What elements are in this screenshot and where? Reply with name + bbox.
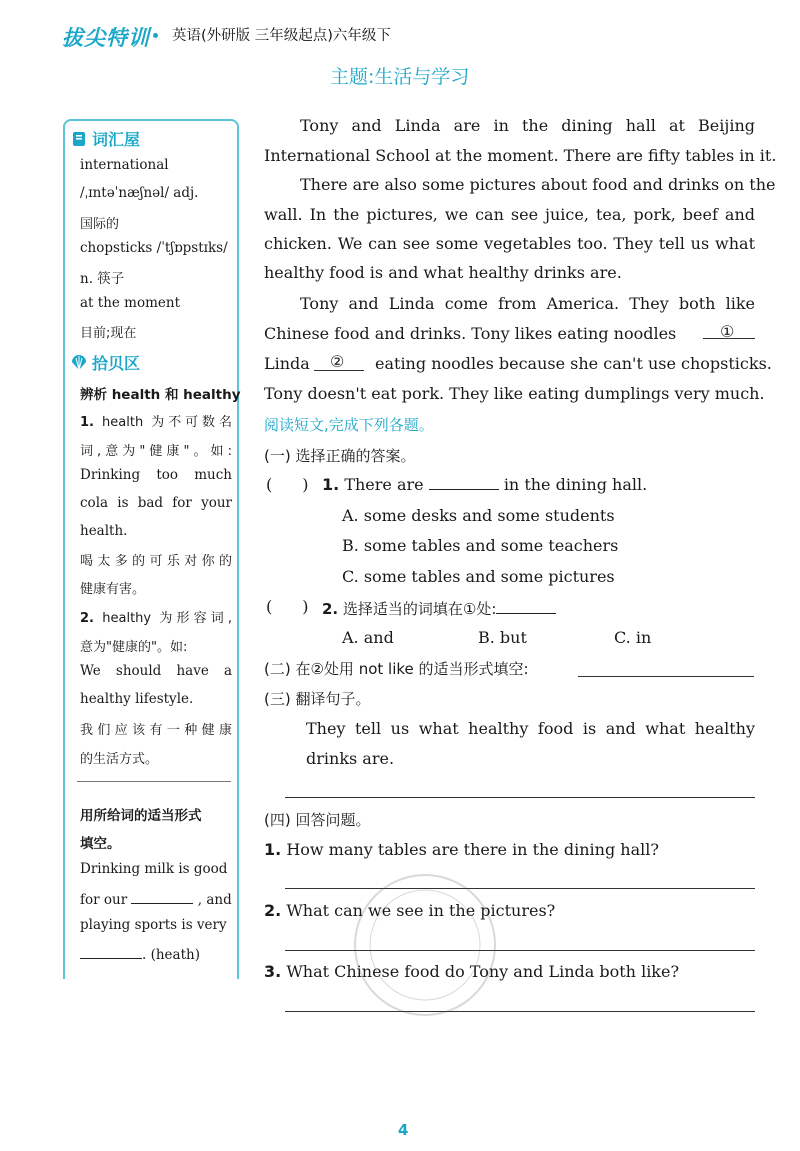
option: A. and (342, 628, 394, 647)
brand-logo: 拔尖特训 (62, 26, 150, 50)
question-number: 1. (322, 475, 340, 494)
vocab-phonetic: /ˌɪntəˈnæʃnəl/ adj. (80, 185, 199, 201)
exercise-line (80, 944, 200, 963)
book-title: 英语(外研版 三年级起点)六年级下 (172, 28, 391, 44)
passage-text: Linda (264, 354, 310, 373)
question-number: 1. (264, 840, 282, 859)
vocab-section-title (71, 127, 140, 150)
vocab-word: at the moment (80, 295, 181, 311)
exercise-blank[interactable] (131, 889, 193, 904)
part2-answer-line[interactable] (578, 676, 754, 677)
vocab-title-text: 词汇屋 (92, 130, 141, 149)
analysis-line: health. (80, 523, 128, 539)
analysis-line: 喝太多的可乐对你的 (80, 554, 232, 569)
sidebar-divider (77, 781, 231, 782)
analysis-text: healthy 为形容词, (102, 611, 232, 626)
vocab-meaning: 目前;现在 (80, 326, 137, 341)
page-number: 4 (398, 1121, 409, 1139)
analysis-line: 的生活方式。 (80, 752, 159, 767)
question-text: in the dining hall. (503, 475, 648, 494)
mark-two: ② (330, 352, 345, 371)
instruction: 阅读短文,完成下列各题。 (264, 416, 434, 434)
question-number: 3. (264, 962, 282, 981)
exercise-line: playing sports is very (80, 917, 227, 933)
vocab-word: chopsticks /ˈtʃɒpstɪks/ (80, 240, 228, 256)
analysis-line: cola is bad for your (80, 495, 232, 511)
analysis-text: health 为不可数名 (102, 415, 232, 430)
watermark-stamp (340, 860, 510, 1030)
analysis-number: 1. (80, 415, 94, 430)
exercise-title: 用所给词的适当形式 (80, 808, 202, 824)
question-text: What Chinese food do Tony and Linda both like? (286, 962, 680, 981)
part4-title: (四) 回答问题。 (264, 811, 371, 829)
header-dot (153, 33, 158, 38)
answer-bracket[interactable] (266, 597, 309, 616)
analysis-line: 健康有害。 (80, 582, 146, 597)
exercise-line: Drinking milk is good (80, 861, 228, 877)
question-text: There are (344, 475, 424, 494)
paren-open: ( (266, 597, 273, 616)
exercise-text: for our (80, 892, 128, 908)
question-number: 2. (264, 901, 282, 920)
passage-line: There are also some pictures about food and drinks on the (300, 175, 776, 194)
paren-open: ( (266, 475, 273, 494)
part3-title: (三) 翻译句子。 (264, 690, 371, 708)
analysis-line (80, 411, 232, 430)
passage-line: eating noodles because she can't use chopsticks. (375, 354, 772, 373)
vocab-word: international (80, 157, 169, 173)
analysis-line: 词,意为"健康"。如: (80, 444, 232, 459)
shell-section-title (71, 351, 140, 374)
exercise-line (80, 889, 232, 908)
question-number: 2. (322, 600, 339, 618)
analysis-line: healthy lifestyle. (80, 691, 194, 707)
option: A. some desks and some students (342, 506, 615, 525)
analysis-line: Drinking too much (80, 467, 232, 483)
question-2 (322, 598, 556, 619)
passage-line: Tony doesn't eat pork. They like eating dumplings very much. (264, 384, 765, 403)
shell-title-text: 拾贝区 (92, 354, 141, 373)
analysis-line: 我们应该有一种健康 (80, 723, 232, 738)
vocab-meaning: n. 筷子 (80, 271, 125, 287)
vocab-meaning: 国际的 (80, 217, 120, 232)
passage-line: Tony and Linda are in the dining hall at Beijing (300, 116, 755, 135)
passage-line: chicken. We can see some vegetables too. They tell us what (264, 234, 755, 253)
exercise-text: . (heath) (142, 947, 200, 963)
exercise-title: 填空。 (80, 836, 121, 852)
passage-line: Tony and Linda come from America. They both like (300, 294, 755, 313)
option: B. but (478, 628, 527, 647)
analysis-line: We should have a (80, 663, 232, 679)
answer-bracket[interactable] (266, 475, 309, 494)
translate-sentence: They tell us what healthy food is and what healthy (306, 719, 755, 738)
analysis-line: 意为"健康的"。如: (80, 640, 188, 655)
analysis-line (80, 607, 232, 626)
part2-title: (二) 在②处用 not like 的适当形式填空: (264, 660, 529, 678)
paren-close: ) (302, 597, 309, 616)
analysis-number: 2. (80, 611, 94, 626)
option: B. some tables and some teachers (342, 536, 619, 555)
question-1 (322, 475, 647, 494)
exercise-blank[interactable] (80, 944, 142, 959)
page-topic: 主题:生活与学习 (330, 66, 470, 88)
question-text: What can we see in the pictures? (286, 901, 556, 920)
option: C. some tables and some pictures (342, 567, 615, 586)
part1-title: (一) 选择正确的答案。 (264, 447, 416, 465)
option: C. in (614, 628, 652, 647)
passage-line: International School at the moment. There are fifty tables in it. (264, 146, 777, 165)
passage-line (264, 324, 676, 343)
passage-line: wall. In the pictures, we can see juice, tea, pork, beef and (264, 205, 755, 224)
passage-line: healthy food is and what healthy drinks are. (264, 263, 622, 282)
paren-close: ) (302, 475, 309, 494)
question-text: 选择适当的词填在①处: (342, 600, 497, 618)
question (264, 840, 659, 859)
passage-text: Chinese food and drinks. Tony likes eating noodles (264, 324, 677, 343)
shell-icon (71, 355, 87, 371)
book-icon (71, 131, 87, 147)
exercise-text: , and (197, 892, 232, 908)
analysis-title: 辨析 health 和 healthy (80, 387, 241, 403)
answer-blank[interactable] (429, 475, 499, 490)
mark-one: ① (720, 322, 735, 341)
translate-sentence: drinks are. (306, 749, 395, 768)
question-text: How many tables are there in the dining hall? (286, 840, 659, 859)
part3-answer-line[interactable] (285, 797, 755, 798)
answer-blank[interactable] (496, 599, 556, 614)
